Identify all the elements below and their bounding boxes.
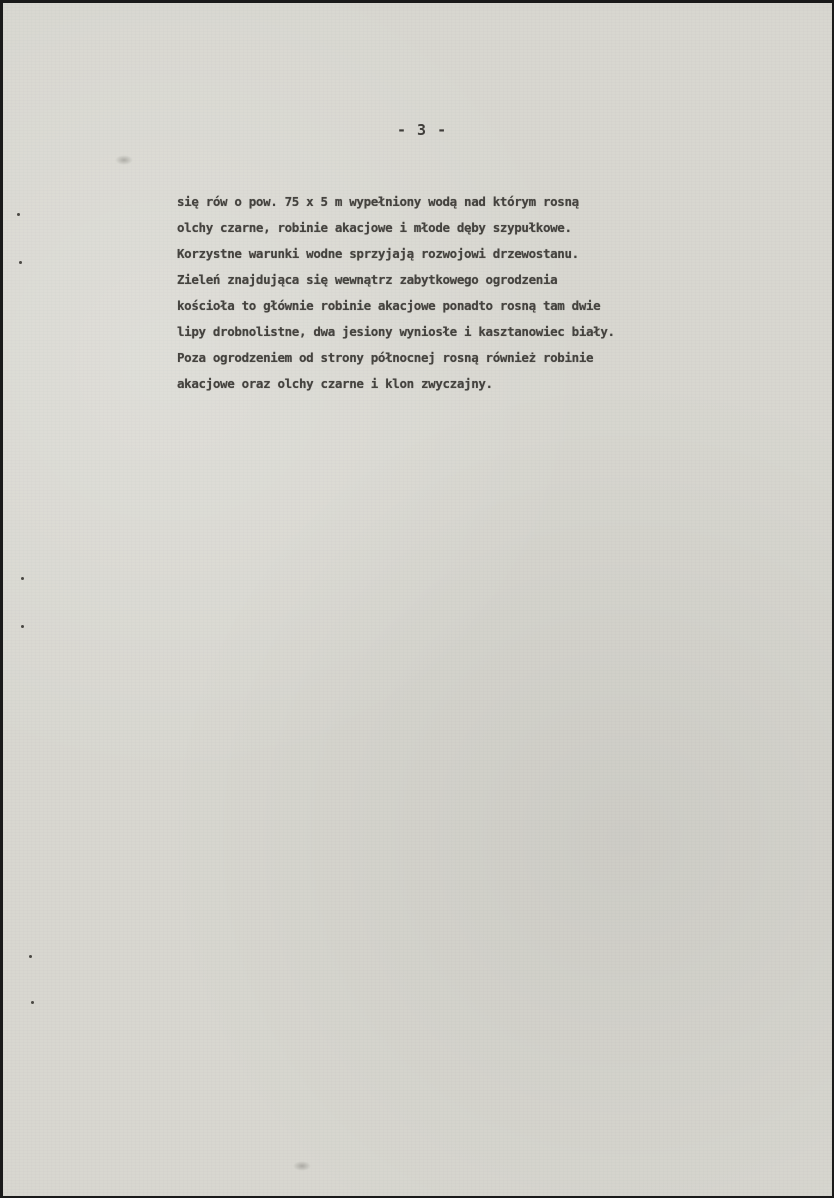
text-line: kościoła to głównie robinie akacjowe ponadto rosną tam dwie — [177, 298, 601, 313]
scan-speck — [17, 213, 20, 216]
page-number: - 3 - — [397, 121, 448, 139]
scan-speck — [19, 261, 22, 264]
text-line: Korzystne warunki wodne sprzyjają rozwojowi drzewostanu. — [177, 246, 579, 261]
scan-speck — [21, 577, 24, 580]
scan-speck — [21, 625, 24, 628]
text-line: akacjowe oraz olchy czarne i klon zwyczajny. — [177, 376, 493, 391]
body-text — [177, 189, 827, 397]
text-line: lipy drobnolistne, dwa jesiony wyniosłe i kasztanowiec biały. — [177, 324, 615, 339]
text-line: się rów o pow. 75 x 5 m wypełniony wodą nad którym rosną — [177, 194, 579, 209]
scan-smudge — [293, 1161, 311, 1171]
scan-smudge — [115, 155, 133, 165]
scan-speck — [29, 955, 32, 958]
scan-speck — [31, 1001, 34, 1004]
text-line: Poza ogrodzeniem od strony północnej rosną również robinie — [177, 350, 594, 365]
text-line: Zieleń znajdująca się wewnątrz zabytkowego ogrodzenia — [177, 272, 558, 287]
document-page — [3, 3, 832, 1196]
text-line: olchy czarne, robinie akacjowe i młode dęby szypułkowe. — [177, 220, 572, 235]
